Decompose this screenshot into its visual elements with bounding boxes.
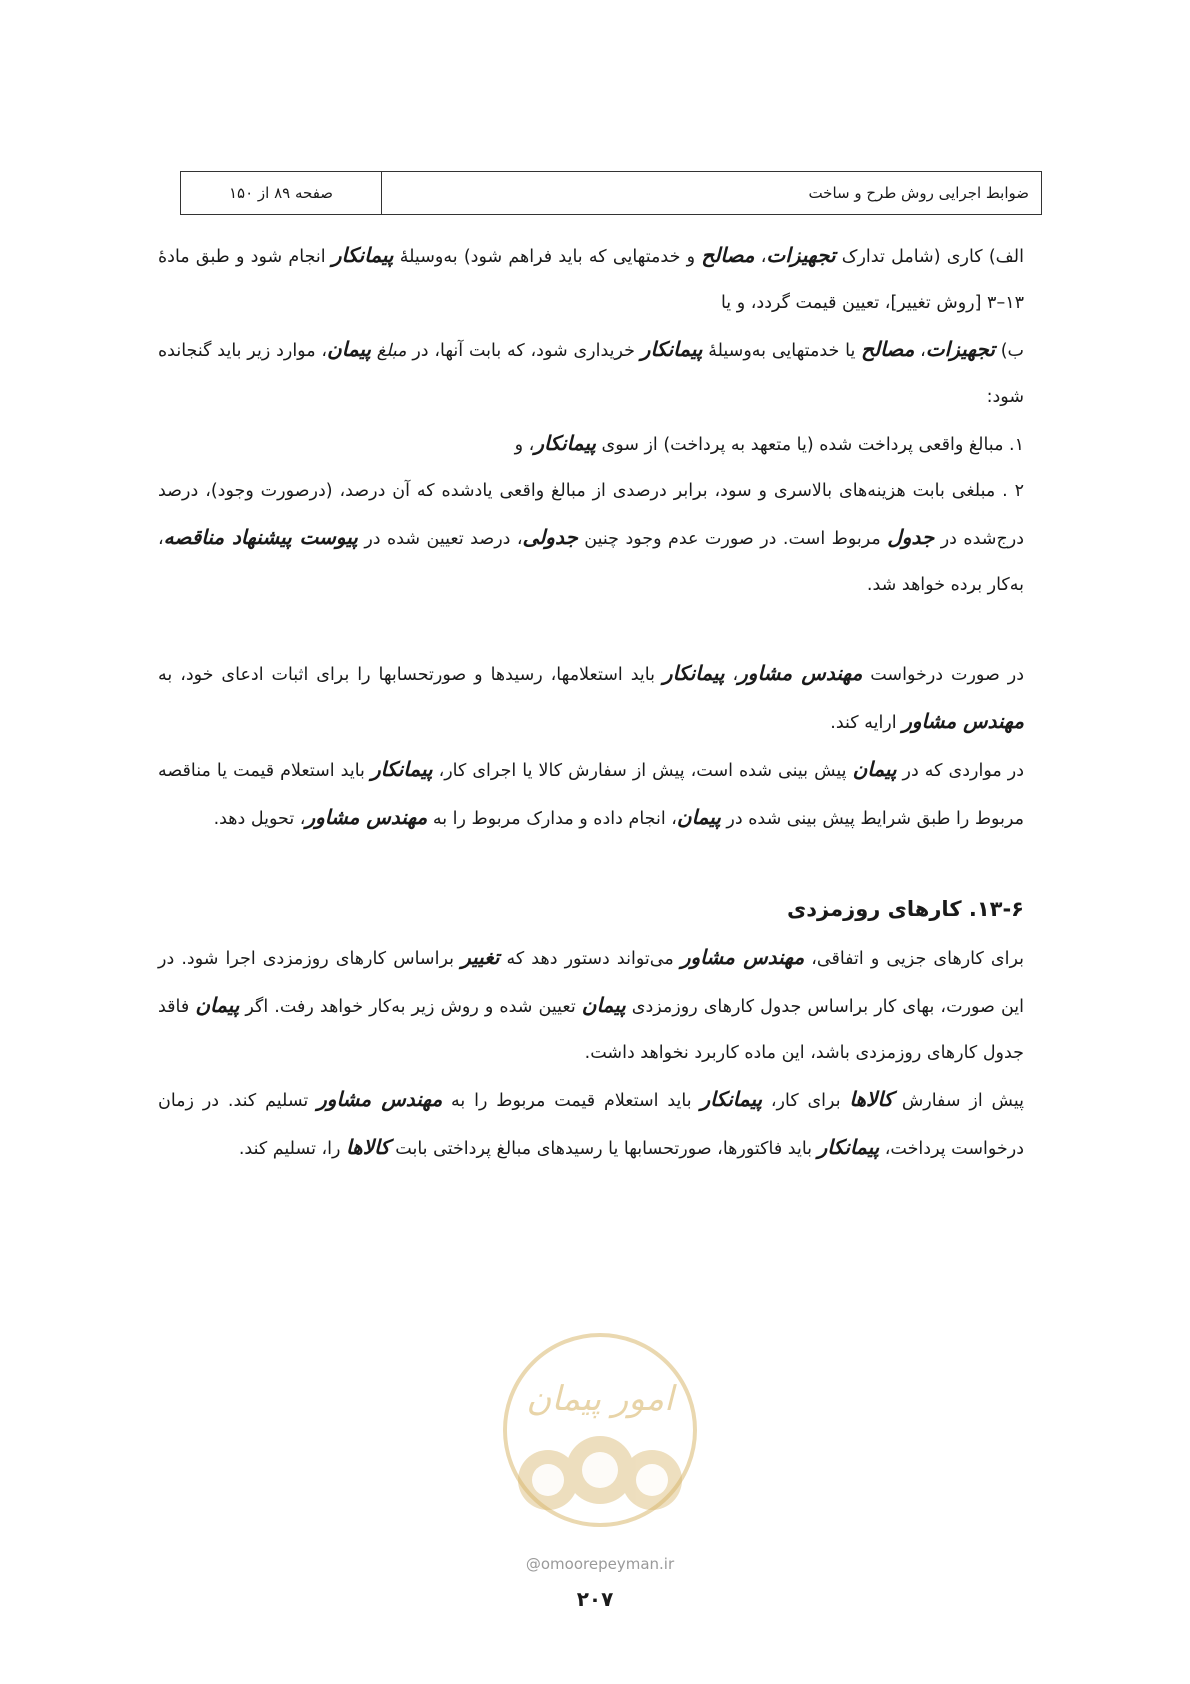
at-icon: @ [525,1555,541,1573]
paragraph-b [158,326,1024,420]
text: فاقد جدول کارهای روزمزدی باشد، این ماده کاربرد نخواهد داشت. [158,997,1024,1063]
paragraph-f [158,1076,1024,1172]
term: تجهیزات [925,337,995,361]
term: پیمان [852,757,897,781]
text: باید استعلام قیمت مربوط را به [442,1091,701,1111]
text: ، درصد تعیین شده در [357,529,523,549]
text: ، تحویل دهد. [213,809,306,829]
term: مهندس مشاور [680,945,805,969]
term: پیمانکار [534,431,596,455]
page-body [158,232,1024,1172]
text: تعیین شده و روش زیر به‌کار خواهد رفت. اگر [239,997,582,1017]
term: پیمان [581,993,626,1017]
text: باید استعلام قیمت یا مناقصه مربوط را طبق شرایط پیش بینی شده در [158,761,1024,829]
watermark-caption-text: omoorepeyman.ir [540,1555,675,1573]
term: تغییر [461,945,500,969]
term: پیمان [676,805,721,829]
term: جدولی [522,525,578,549]
text: باید استعلامها، رسیدها و صورتحسابها را برای اثبات ادعای خود، به [158,665,663,685]
spacer [158,842,1024,884]
paragraph-e [158,934,1024,1076]
term: مصالح [701,243,755,267]
text: و خدمتهایی که باید فراهم شود) به‌وسیلهٔ [393,247,702,267]
text: ، [754,247,767,267]
section-heading: ۱۳-۶. کارهای روزمزدی [787,897,1024,921]
watermark-caption [490,1555,710,1573]
document-title-cell [382,172,1041,214]
term: پیمان [195,993,240,1017]
text: ، انجام داده و مدارک مربوط را به [427,809,677,829]
term: کالاها [849,1087,894,1111]
term: پیمانکار [640,337,703,361]
term: مهندس مشاور [305,805,428,829]
page-counter [181,172,382,214]
watermark-logo-text: امور پیمان [526,1379,674,1419]
text: مربوط است. در صورت عدم وجود چنین [577,529,888,549]
term: پیمانکار [700,1087,763,1111]
term: پیمانکار [662,661,725,685]
term: مهندس مشاور [317,1087,443,1111]
term: پیمانکار [331,243,394,267]
text: ، به‌کار برده خواهد شد. [158,529,1024,595]
page-number: ۲۰۷ [576,1587,614,1611]
term: مهندس مشاور [902,709,1024,733]
text: الف) کاری (شامل تدارک [835,247,1024,267]
text: برای کار، [762,1091,850,1111]
watermark-logo [490,1320,710,1540]
text: در صورت درخواست [862,665,1025,685]
list-item-1 [158,420,1024,468]
text: براساس کارهای روزمزدی اجرا شود. در این صورت، بهای کار براساس جدول کارهای روزمزدی [158,949,1025,1017]
term: مهندس مشاور [738,661,863,685]
text: باید فاکتورها، صورتحسابها یا رسیدهای مبالغ پرداختی بابت [389,1139,818,1159]
text: پیش از سفارش [893,1091,1024,1111]
text: در مواردی که در [896,761,1024,781]
document-title: ضوابط اجرایی روش طرح و ساخت [808,184,1029,202]
page-header-table [180,171,1042,215]
text: پیش بینی شده است، پیش از سفارش کالا یا اجرای کار، [432,761,853,781]
text: انجام شود و طبق مادهٔ ۱۳–۳ [روش تغییر]، تعیین قیمت گردد، و یا [158,247,1024,313]
page-counter-text: صفحه ۸۹ از ۱۵۰ [228,184,334,202]
term: پیوست پیشنهاد مناقصه [163,525,358,549]
paragraph-a [158,232,1024,326]
spacer [158,608,1024,650]
paragraph-d [158,746,1024,842]
term: جدول [887,525,935,549]
paragraph-c [158,650,1024,746]
text: برای کارهای جزیی و اتفاقی، [804,949,1024,969]
list-item-2 [158,468,1024,608]
text: ، [914,341,926,361]
text: ، [724,665,739,685]
term: پیمانکار [370,757,433,781]
term: مصالح [861,337,915,361]
text: ، و [514,435,535,455]
text: یا خدمتهایی به‌وسیلهٔ [702,341,862,361]
text: ۱. مبالغ واقعی پرداخت شده (یا متعهد به پرداخت) از سوی [595,435,1024,455]
text: ، موارد زیر باید گنجانده شود: [158,341,1024,407]
text: ارایه کند. [830,713,903,733]
text: ۲ . مبلغی بابت هزینه‌های بالاسری و سود، برابر درصدی از مبالغ واقعی یادشده که آن درصد، (درصورت وجود)، درصد درج‌شده در [158,481,1024,549]
text: را، تسلیم کند. [238,1139,347,1159]
term: پیمان [327,337,371,361]
term: کالاها [346,1135,390,1159]
text: می‌تواند دستور دهد که [499,949,681,969]
italic-text: مبلغ [376,341,407,361]
term: پیمانکار [817,1135,880,1159]
text: ب) [994,341,1025,361]
text: خریداری شود، که بابت آنها، در [406,341,641,361]
term: تجهیزات [766,243,836,267]
text: تسلیم کند. در زمان درخواست پرداخت، [158,1091,1024,1159]
